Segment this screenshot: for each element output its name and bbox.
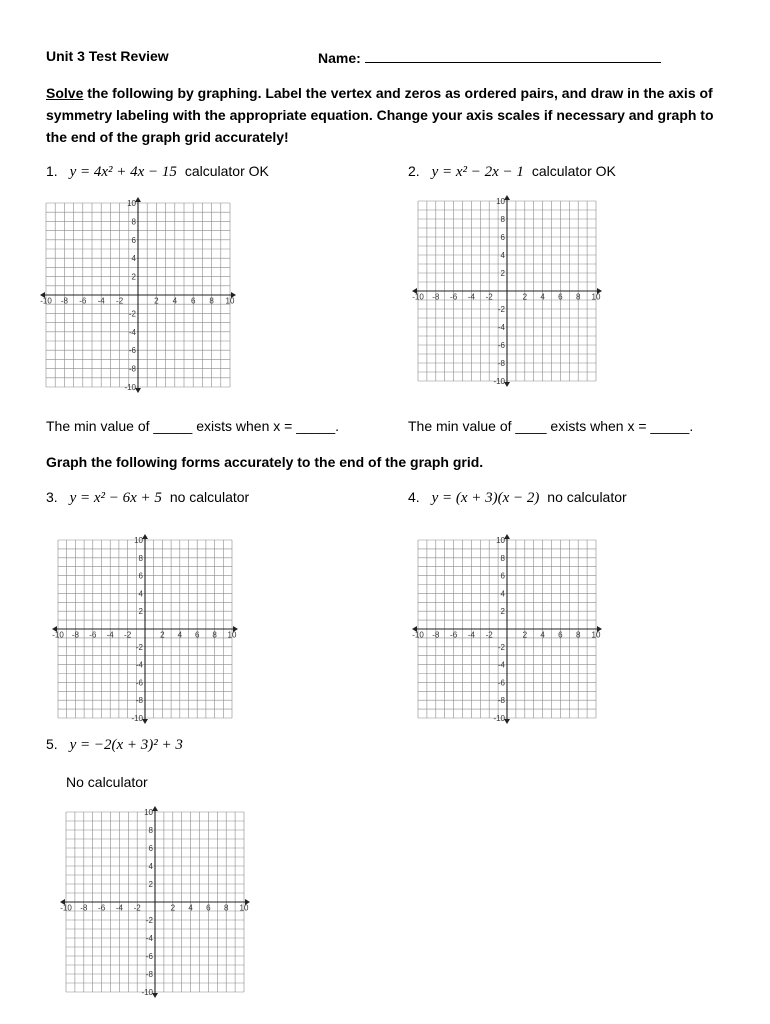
problem-equation: y = x² − 2x − 1 — [431, 164, 524, 180]
x-tick-label: 2 — [522, 630, 528, 640]
x-tick-label: -2 — [485, 630, 493, 640]
x-tick-label: -6 — [450, 292, 458, 302]
x-tick-label: 2 — [170, 903, 176, 913]
x-tick-label: -6 — [98, 903, 106, 913]
x-tick-label: 8 — [575, 630, 581, 640]
y-tick-label: 6 — [500, 571, 505, 581]
x-tick-label: -10 — [40, 296, 52, 306]
y-tick-label: 2 — [148, 880, 153, 889]
y-tick-label: 6 — [138, 571, 143, 581]
y-tick-label: -2 — [497, 305, 505, 314]
y-tick-label: 4 — [131, 254, 136, 264]
name-field[interactable] — [318, 48, 661, 66]
min-value-prompt-2: The min value of ____ exists when x = _____. — [408, 418, 694, 434]
problem-note: no calculator — [169, 489, 250, 505]
problem-number: 5. — [46, 736, 58, 752]
y-tick-label: -6 — [128, 346, 136, 356]
x-tick-label: 2 — [154, 296, 159, 306]
name-label: Name: — [318, 50, 361, 66]
x-tick-label: 6 — [558, 630, 563, 640]
problem-note: calculator OK — [184, 163, 269, 179]
x-tick-label: -4 — [467, 292, 475, 302]
x-tick-label: 6 — [190, 296, 196, 306]
y-tick-label: 8 — [138, 553, 143, 563]
y-tick-label: -4 — [497, 323, 505, 332]
x-tick-label: 4 — [188, 903, 193, 913]
x-tick-label: -4 — [97, 296, 105, 306]
x-tick-label: 6 — [194, 630, 200, 640]
problem-number: 4. — [408, 489, 420, 505]
problem-5-note: No calculator — [66, 774, 148, 790]
y-tick-label: -10 — [493, 714, 505, 723]
y-tick-label: -6 — [145, 952, 153, 961]
y-tick-label: -2 — [145, 916, 153, 925]
y-tick-label: -8 — [145, 970, 153, 979]
section-heading: Graph the following forms accurately to the end of the graph grid. — [46, 454, 484, 470]
x-tick-label: 4 — [540, 292, 545, 302]
name-blank-line — [365, 48, 661, 63]
y-tick-label: 8 — [148, 826, 153, 835]
y-tick-label: 4 — [500, 251, 505, 260]
x-tick-label: -8 — [80, 903, 88, 913]
min-value-prompt-1: The min value of _____ exists when x = _____. — [46, 418, 340, 434]
x-tick-label: -6 — [450, 630, 458, 640]
solve-word: Solve — [46, 85, 84, 101]
problem-2 — [408, 163, 616, 181]
y-tick-label: 6 — [500, 233, 505, 242]
y-tick-label: -6 — [497, 678, 505, 688]
x-tick-label: 10 — [225, 296, 235, 306]
y-tick-label: -10 — [124, 383, 136, 392]
graph-grid-1[interactable] — [40, 197, 236, 393]
y-tick-label: 6 — [131, 235, 136, 245]
y-tick-label: 8 — [500, 215, 505, 224]
y-tick-label: 10 — [127, 199, 136, 208]
problem-4 — [408, 489, 627, 507]
y-tick-label: 2 — [138, 607, 143, 617]
problem-number: 3. — [46, 489, 58, 505]
x-tick-label: 4 — [177, 630, 183, 640]
x-tick-label: 4 — [540, 630, 545, 640]
y-tick-label: -10 — [493, 377, 505, 386]
y-tick-label: -4 — [135, 660, 143, 670]
y-tick-label: 2 — [131, 272, 136, 282]
x-tick-label: 10 — [239, 903, 249, 913]
y-tick-label: -4 — [128, 327, 136, 337]
x-tick-label: 2 — [160, 630, 165, 640]
y-tick-label: -4 — [145, 934, 153, 943]
x-tick-label: -6 — [79, 296, 87, 306]
problem-equation: y = −2(x + 3)² + 3 — [69, 737, 183, 753]
y-tick-label: 4 — [148, 862, 153, 871]
x-tick-label: -4 — [467, 630, 475, 640]
x-tick-label: -10 — [60, 903, 72, 913]
y-tick-label: 10 — [496, 536, 505, 545]
instructions-text: the following by graphing. Label the vertex and zeros as ordered pairs, and draw in the axis of symmetry labeling with the appropriate equation. Change your axis scales if necessary and graph to the end of the graph grid accurately! — [46, 85, 714, 145]
x-tick-label: 10 — [591, 630, 601, 640]
x-tick-label: 8 — [223, 903, 229, 913]
problem-equation: y = x² − 6x + 5 — [69, 490, 162, 506]
y-tick-label: -2 — [135, 642, 143, 652]
worksheet-title: Unit 3 Test Review — [46, 48, 169, 64]
y-tick-label: -8 — [497, 359, 505, 368]
y-tick-label: 4 — [500, 589, 505, 599]
x-tick-label: 8 — [575, 292, 581, 302]
y-tick-label: 4 — [138, 589, 143, 599]
x-tick-label: 8 — [212, 630, 217, 640]
problem-5 — [46, 736, 183, 754]
x-tick-label: 6 — [558, 292, 563, 302]
x-tick-label: -2 — [133, 903, 141, 913]
x-tick-label: -6 — [89, 630, 97, 640]
y-tick-label: 10 — [496, 197, 505, 206]
y-tick-label: -8 — [497, 696, 505, 706]
x-tick-label: 8 — [209, 296, 214, 306]
x-tick-label: -8 — [432, 630, 440, 640]
y-tick-label: -2 — [128, 309, 136, 319]
x-tick-label: 6 — [206, 903, 211, 913]
x-tick-label: -4 — [115, 903, 123, 913]
x-tick-label: -2 — [116, 296, 124, 306]
y-tick-label: 8 — [131, 217, 136, 227]
problem-equation: y = (x + 3)(x − 2) — [431, 490, 540, 506]
y-tick-label: -10 — [131, 714, 143, 723]
problem-number: 1. — [46, 163, 58, 179]
y-tick-label: -8 — [135, 696, 143, 706]
y-tick-label: -6 — [135, 678, 143, 688]
y-tick-label: 2 — [500, 269, 505, 278]
x-tick-label: -2 — [124, 630, 132, 640]
problem-note: no calculator — [547, 489, 627, 505]
y-tick-label: -10 — [141, 988, 153, 997]
x-tick-label: -10 — [412, 630, 424, 640]
x-tick-label: 2 — [522, 292, 528, 302]
x-tick-label: 4 — [172, 296, 178, 306]
x-tick-label: -10 — [412, 292, 424, 302]
x-tick-label: -8 — [60, 296, 68, 306]
graph-grid-5[interactable] — [60, 806, 250, 998]
x-tick-label: -10 — [52, 630, 64, 640]
y-tick-label: 8 — [500, 553, 505, 563]
y-tick-label: -4 — [497, 660, 505, 670]
y-tick-label: 10 — [144, 808, 153, 817]
x-tick-label: 10 — [591, 292, 601, 302]
x-tick-label: -8 — [432, 292, 440, 302]
x-tick-label: -8 — [71, 630, 79, 640]
problem-number: 2. — [408, 163, 420, 179]
problem-note: calculator OK — [531, 163, 616, 179]
problem-3 — [46, 489, 249, 507]
x-tick-label: -4 — [106, 630, 114, 640]
y-tick-label: 6 — [148, 844, 153, 853]
graph-grid-3[interactable] — [52, 534, 238, 724]
graph-grid-4[interactable] — [412, 534, 602, 724]
y-tick-label: -8 — [128, 364, 136, 374]
y-tick-label: 10 — [134, 536, 143, 545]
problem-1 — [46, 163, 269, 181]
y-tick-label: -2 — [497, 642, 505, 652]
x-tick-label: 10 — [227, 630, 237, 640]
instructions — [46, 82, 736, 148]
y-tick-label: -6 — [497, 341, 505, 350]
y-tick-label: 2 — [500, 607, 505, 617]
x-tick-label: -2 — [485, 292, 493, 302]
graph-grid-2[interactable] — [412, 195, 602, 387]
problem-equation: y = 4x² + 4x − 15 — [69, 164, 177, 180]
